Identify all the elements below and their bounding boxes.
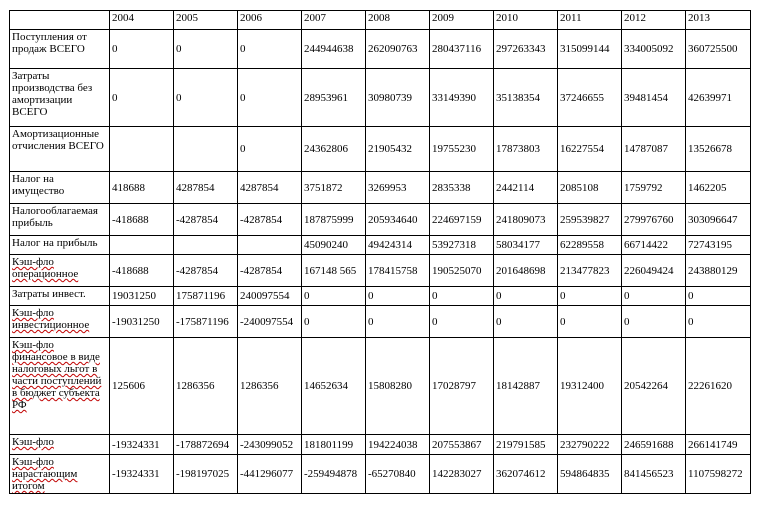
row-label-text: Налогооблагаемая прибыль [12,205,98,229]
value-cell: 3751872 [302,172,366,204]
value-cell: 19755230 [430,127,494,172]
value-cell: 62289558 [558,236,622,255]
value-cell: 1107598272 [686,455,751,494]
row-label-cell [10,69,110,127]
table-row [10,455,751,494]
value-cell: 297263343 [494,30,558,69]
value-cell: 17028797 [430,338,494,435]
value-cell: 58034177 [494,236,558,255]
table-row [10,172,751,204]
value-cell: 0 [366,287,430,306]
value-cell: 0 [686,306,751,338]
value-cell: 0 [622,306,686,338]
row-label-text: Поступления от продаж ВСЕГО [12,31,87,55]
row-label-text: Затраты инвест. [12,288,86,300]
row-label-cell [10,435,110,455]
value-cell: 20542264 [622,338,686,435]
value-cell: -418688 [110,204,174,236]
value-cell: 280437116 [430,30,494,69]
value-cell: -4287854 [174,255,238,287]
value-cell: -4287854 [238,255,302,287]
row-label-cell [10,338,110,435]
value-cell: 33149390 [430,69,494,127]
value-cell: -198197025 [174,455,238,494]
row-label-text: Амортизационные отчисления ВСЕГО [12,128,104,152]
value-cell: 30980739 [366,69,430,127]
value-cell: 0 [238,127,302,172]
table-row [10,306,751,338]
value-cell: 1462205 [686,172,751,204]
value-cell: 0 [174,30,238,69]
value-cell: 0 [302,287,366,306]
value-cell: 21905432 [366,127,430,172]
header-corner-cell [10,11,110,30]
year-header-cell: 2013 [686,11,751,30]
value-cell: 175871196 [174,287,238,306]
year-header-cell: 2006 [238,11,302,30]
value-cell: 0 [302,306,366,338]
value-cell: 35138354 [494,69,558,127]
value-cell: 0 [494,287,558,306]
value-cell: 2085108 [558,172,622,204]
row-label-text: Затраты производства без амортизации ВСЕГО [12,70,93,118]
value-cell: -4287854 [174,204,238,236]
row-label-cell [10,255,110,287]
value-cell: 0 [622,287,686,306]
table-row [10,255,751,287]
row-label-cell [10,30,110,69]
year-header-cell: 2005 [174,11,238,30]
value-cell: -441296077 [238,455,302,494]
row-label-text: Налог на прибыль [12,237,98,249]
value-cell: 262090763 [366,30,430,69]
value-cell: 13526678 [686,127,751,172]
value-cell: 0 [110,30,174,69]
row-label-text: Кэш-фло [12,436,54,448]
value-cell: -418688 [110,255,174,287]
row-label-cell [10,287,110,306]
value-cell: 125606 [110,338,174,435]
value-cell: 4287854 [174,172,238,204]
table-row [10,204,751,236]
value-cell: -65270840 [366,455,430,494]
table-row [10,338,751,435]
value-cell: 841456523 [622,455,686,494]
value-cell: 178415758 [366,255,430,287]
value-cell: 24362806 [302,127,366,172]
row-label-text: Налог на имущество [12,173,65,197]
value-cell: -178872694 [174,435,238,455]
value-cell: 219791585 [494,435,558,455]
value-cell: -259494878 [302,455,366,494]
cash-flow-table [9,10,751,494]
value-cell: 14787087 [622,127,686,172]
value-cell: 0 [558,287,622,306]
value-cell: 259539827 [558,204,622,236]
value-cell: 19312400 [558,338,622,435]
value-cell: -243099052 [238,435,302,455]
row-label-cell [10,204,110,236]
value-cell [174,127,238,172]
value-cell: 0 [366,306,430,338]
value-cell: 279976760 [622,204,686,236]
value-cell: 362074612 [494,455,558,494]
value-cell: -19324331 [110,435,174,455]
value-cell: 0 [558,306,622,338]
value-cell [110,236,174,255]
year-header-cell: 2011 [558,11,622,30]
header-row [10,11,751,30]
value-cell: 213477823 [558,255,622,287]
value-cell: 66714422 [622,236,686,255]
value-cell: 303096647 [686,204,751,236]
value-cell: -4287854 [238,204,302,236]
year-header-cell: 2012 [622,11,686,30]
value-cell: 207553867 [430,435,494,455]
value-cell: 0 [110,69,174,127]
table-row [10,287,751,306]
value-cell: -240097554 [238,306,302,338]
value-cell: 201648698 [494,255,558,287]
row-label-cell [10,172,110,204]
value-cell: 142283027 [430,455,494,494]
value-cell: 241809073 [494,204,558,236]
value-cell: 4287854 [238,172,302,204]
value-cell: 28953961 [302,69,366,127]
value-cell: 0 [238,30,302,69]
value-cell: 232790222 [558,435,622,455]
value-cell: 72743195 [686,236,751,255]
value-cell: 224697159 [430,204,494,236]
value-cell: 0 [686,287,751,306]
year-header-cell: 2009 [430,11,494,30]
value-cell: 190525070 [430,255,494,287]
value-cell: 1286356 [174,338,238,435]
value-cell: 167148 565 [302,255,366,287]
value-cell: -19031250 [110,306,174,338]
table-row [10,127,751,172]
row-label-text: Кэш-фло операционное [12,256,79,280]
value-cell: 53927318 [430,236,494,255]
value-cell: 266141749 [686,435,751,455]
value-cell: 0 [174,69,238,127]
value-cell: -19324331 [110,455,174,494]
value-cell [174,236,238,255]
value-cell: 226049424 [622,255,686,287]
value-cell: 22261620 [686,338,751,435]
value-cell: 315099144 [558,30,622,69]
value-cell: 360725500 [686,30,751,69]
table-row [10,30,751,69]
year-header-cell: 2008 [366,11,430,30]
year-header-cell: 2004 [110,11,174,30]
value-cell: 594864835 [558,455,622,494]
value-cell: 39481454 [622,69,686,127]
value-cell: 240097554 [238,287,302,306]
year-header-cell: 2010 [494,11,558,30]
value-cell [238,236,302,255]
value-cell: 244944638 [302,30,366,69]
table-row [10,435,751,455]
value-cell: 181801199 [302,435,366,455]
row-label-cell [10,127,110,172]
value-cell: 3269953 [366,172,430,204]
value-cell: 19031250 [110,287,174,306]
value-cell: 42639971 [686,69,751,127]
value-cell: 187875999 [302,204,366,236]
value-cell: 0 [430,306,494,338]
value-cell [110,127,174,172]
row-label-cell [10,455,110,494]
row-label-text: Кэш-фло инвестиционное [12,307,90,331]
value-cell: 334005092 [622,30,686,69]
value-cell: 17873803 [494,127,558,172]
value-cell: 37246655 [558,69,622,127]
value-cell: 0 [494,306,558,338]
value-cell: 0 [430,287,494,306]
value-cell: 2835338 [430,172,494,204]
value-cell: 205934640 [366,204,430,236]
table-row [10,236,751,255]
row-label-text: Кэш-фло финансовое в виде налоговых льгот в части поступлений в бюджет субъекта РФ [12,339,102,411]
row-label-text: Кэш-фло нарастающим итогом [12,456,78,492]
value-cell: 16227554 [558,127,622,172]
value-cell: 194224038 [366,435,430,455]
table-row [10,69,751,127]
value-cell: 1759792 [622,172,686,204]
value-cell: 418688 [110,172,174,204]
value-cell: 45090240 [302,236,366,255]
value-cell: 1286356 [238,338,302,435]
value-cell: 14652634 [302,338,366,435]
value-cell: 18142887 [494,338,558,435]
value-cell: 243880129 [686,255,751,287]
value-cell: -175871196 [174,306,238,338]
year-header-cell: 2007 [302,11,366,30]
row-label-cell [10,306,110,338]
value-cell: 49424314 [366,236,430,255]
value-cell: 0 [238,69,302,127]
row-label-cell [10,236,110,255]
value-cell: 2442114 [494,172,558,204]
value-cell: 246591688 [622,435,686,455]
value-cell: 15808280 [366,338,430,435]
